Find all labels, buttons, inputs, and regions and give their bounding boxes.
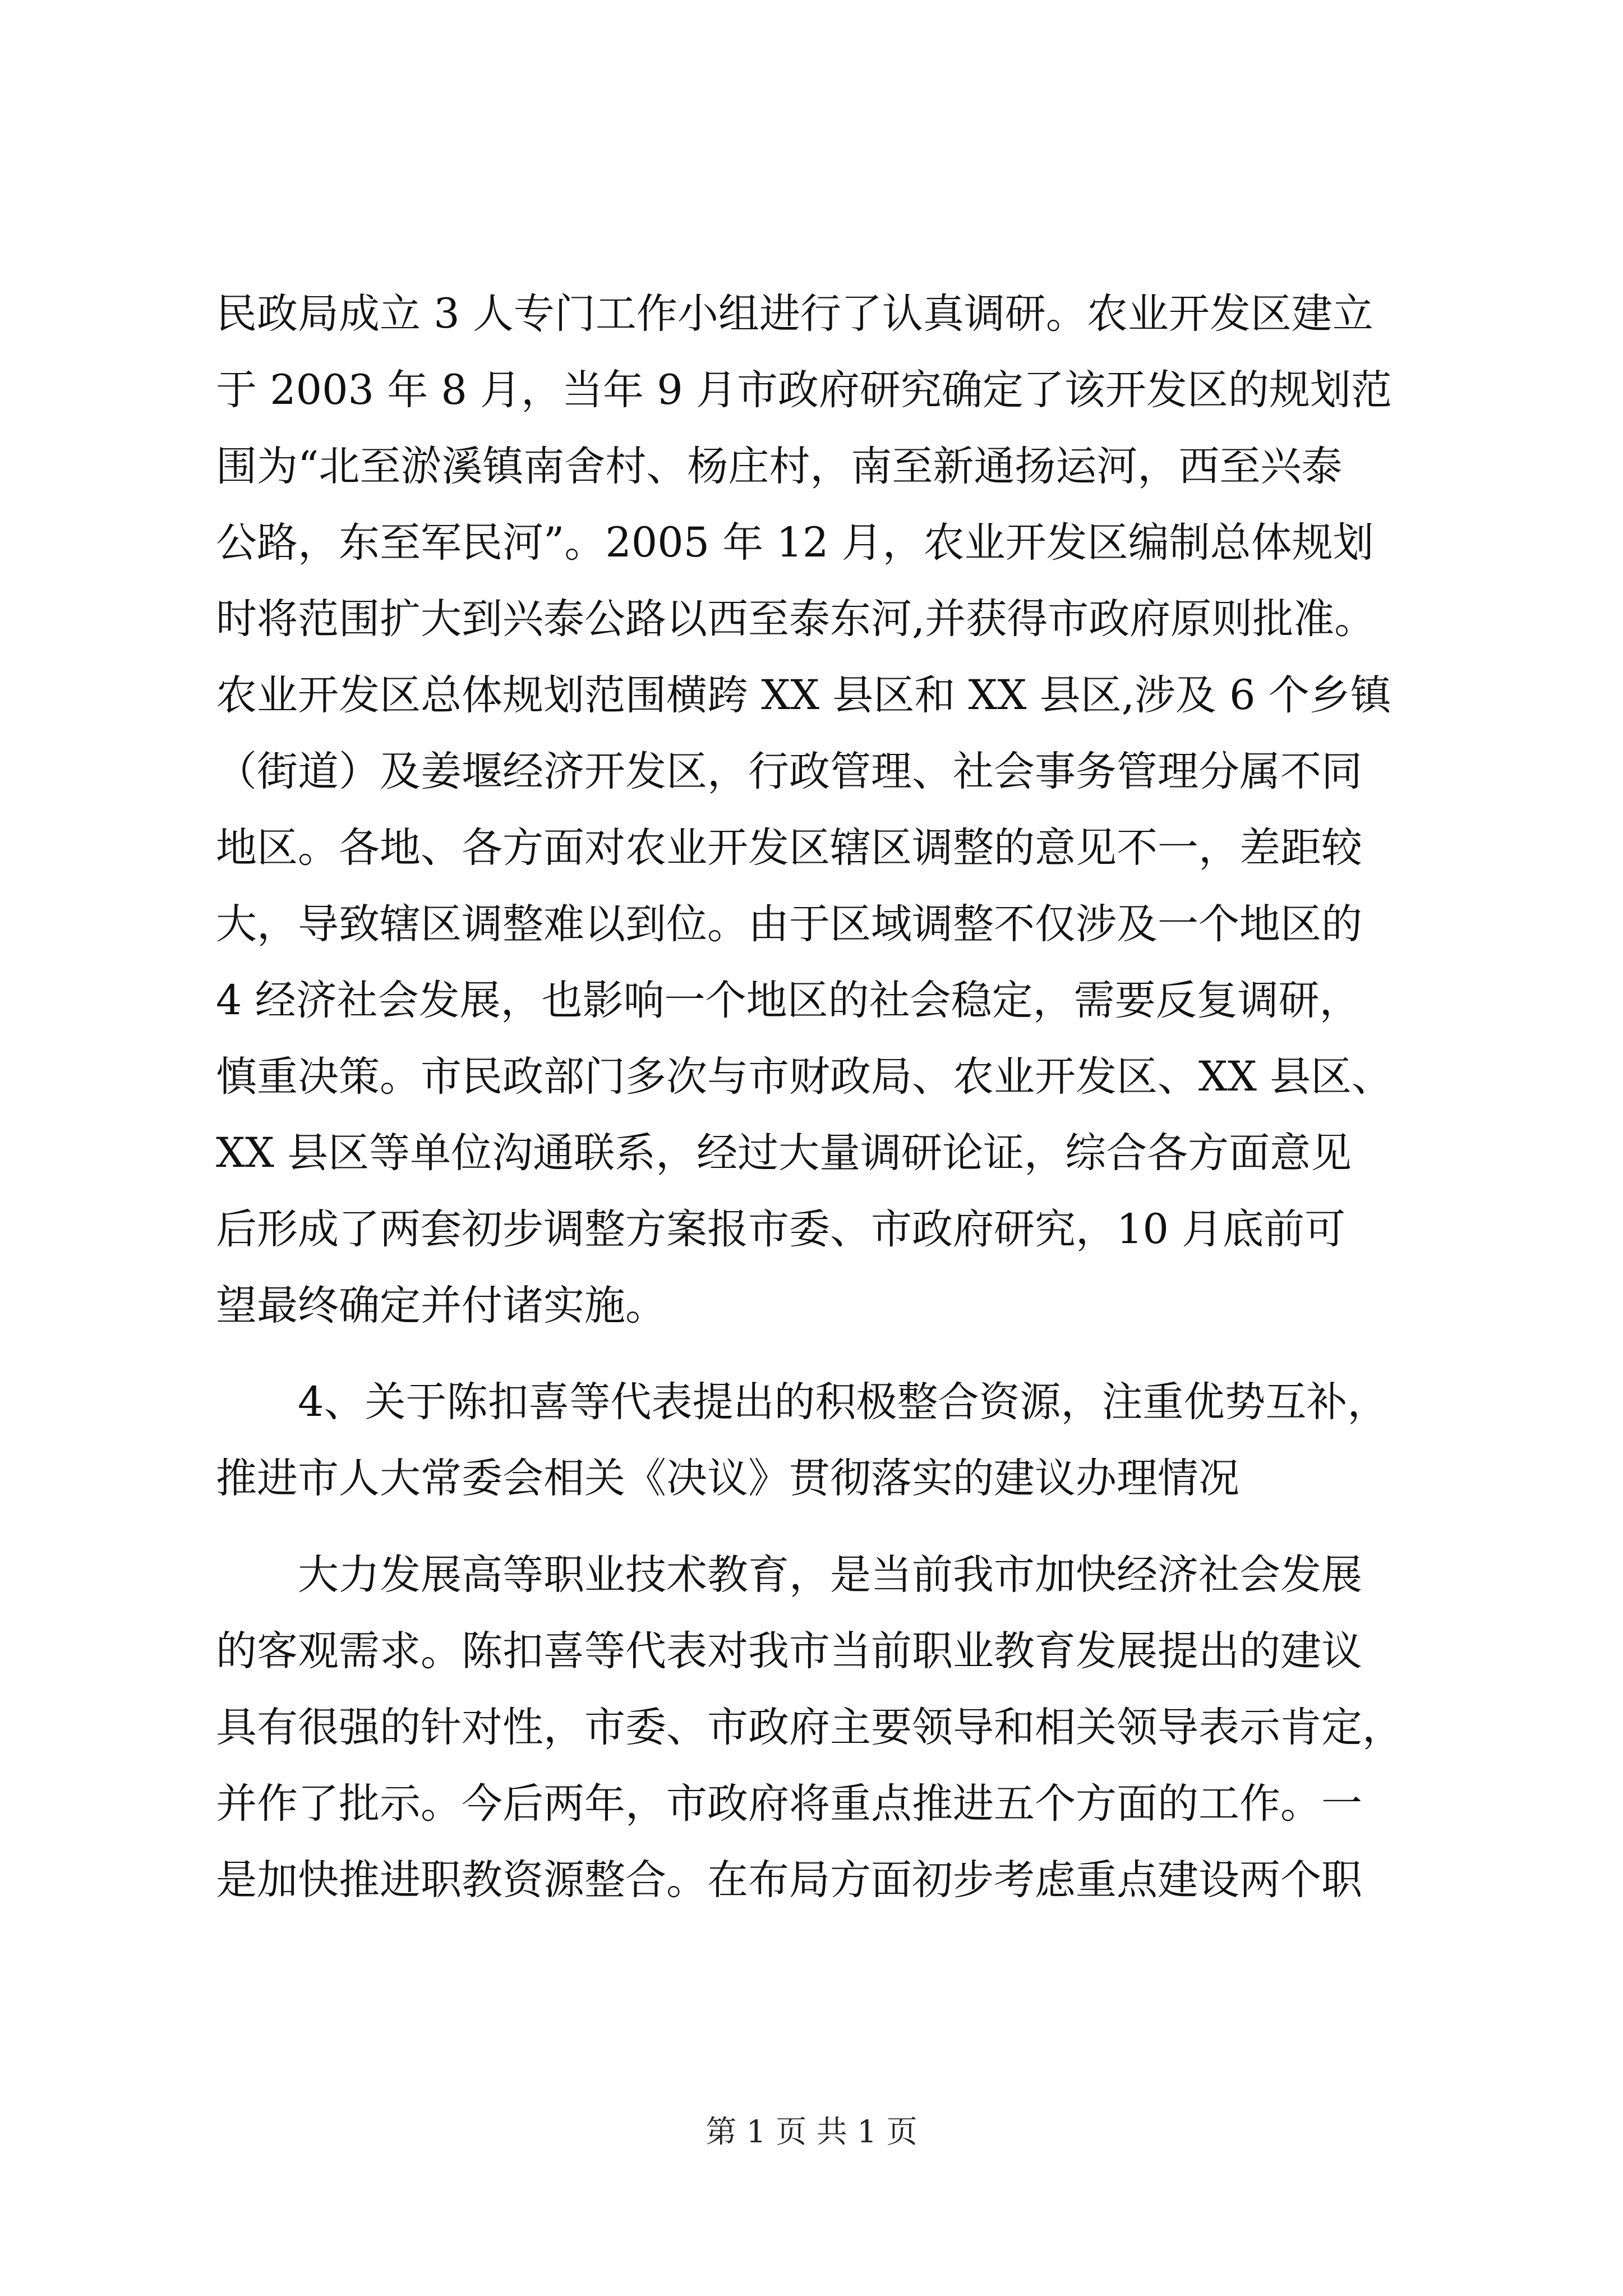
text-line: 地区。各地、各方面对农业开发区辖区调整的意见不一，差距较 xyxy=(216,824,1362,872)
text-line: 于 2003 年 8 月，当年 9 月市政府研究确定了该开发区的规划范 xyxy=(216,366,1392,414)
page-number-label: 第 1 页 共 1 页 xyxy=(706,2114,917,2150)
text-line: 是加快推进职教资源整合。在布局方面初步考虑重点建设两个职 xyxy=(216,1856,1362,1904)
text-line: 4 经济社会发展，也影响一个地区的社会稳定，需要反复调研， xyxy=(216,977,1361,1024)
section-heading-line: 推进市人大常委会相关《决议》贯彻落实的建议办理情况 xyxy=(216,1455,1239,1502)
document-body xyxy=(216,276,1410,1918)
section-heading-line: 4、关于陈扣喜等代表提出的积极整合资源，注重优势互补， xyxy=(298,1378,1389,1426)
text-line: XX 县区等单位沟通联系，经过大量调研论证，综合各方面意见 xyxy=(216,1129,1352,1177)
text-line: 的客观需求。陈扣喜等代表对我市当前职业教育发展提出的建议 xyxy=(216,1627,1362,1675)
text-line: 公路，东至军民河”。2005 年 12 月，农业开发区编制总体规划 xyxy=(216,519,1374,567)
text-line: 大力发展高等职业技术教育，是当前我市加快经济社会发展 xyxy=(298,1551,1362,1599)
text-line: 民政局成立 3 人专门工作小组进行了认真调研。农业开发区建立 xyxy=(216,290,1373,338)
page-footer xyxy=(0,2112,1623,2151)
text-line: 围为“北至淤溪镇南舍村、杨庄村，南至新通扬运河，西至兴泰 xyxy=(216,443,1343,490)
text-line: 望最终确定并付诸实施。 xyxy=(216,1282,666,1329)
text-line: 慎重决策。市民政部门多次与市财政局、农业开发区、XX 县区、 xyxy=(216,1053,1393,1101)
text-line: 农业开发区总体规划范围横跨 XX 县区和 XX 县区,涉及 6 个乡镇 xyxy=(216,671,1391,719)
text-line: （街道）及姜堰经济开发区，行政管理、社会事务管理分属不同 xyxy=(216,748,1362,795)
text-line: 具有很强的针对性，市委、市政府主要领导和相关领导表示肯定， xyxy=(216,1704,1403,1751)
text-line: 时将范围扩大到兴泰公路以西至泰东河,并获得市政府原则批准。 xyxy=(216,595,1376,643)
text-line: 并作了批示。今后两年，市政府将重点推进五个方面的工作。一 xyxy=(216,1780,1362,1828)
text-line: 后形成了两套初步调整方案报市委、市政府研究，10 月底前可 xyxy=(216,1205,1346,1253)
text-line: 大，导致辖区调整难以到位。由于区域调整不仅涉及一个地区的 xyxy=(216,900,1362,948)
